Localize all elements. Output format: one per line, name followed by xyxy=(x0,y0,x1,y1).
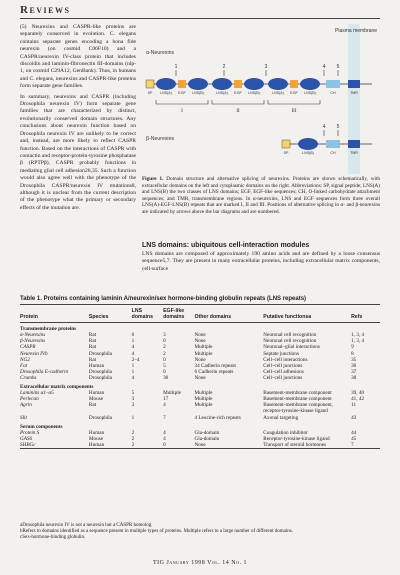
domain-label: CH xyxy=(330,91,336,95)
column-header: Protein xyxy=(20,308,89,323)
table-cell: 1, 3, 4 xyxy=(351,338,365,345)
table-cell: 0 xyxy=(163,441,166,448)
table-cell: 4 xyxy=(131,350,135,357)
tmr-domain xyxy=(348,80,360,88)
table-cell: Multiple xyxy=(194,350,213,357)
table-cell: Rat xyxy=(88,356,97,363)
table-cell: Multiple xyxy=(194,390,213,397)
table-cell: 44 xyxy=(351,429,357,436)
table-cell: 2 xyxy=(131,435,135,442)
table-cell: 8 xyxy=(351,350,354,357)
table-cell: 11 xyxy=(351,402,357,409)
table-cell: None xyxy=(194,374,206,381)
table-cell: 2 xyxy=(163,350,166,357)
table-cell: Axonal targeting xyxy=(263,414,299,421)
membrane-label: Plasma membrane xyxy=(335,28,377,34)
table-cell: 30 xyxy=(163,374,169,381)
lns-a-domain xyxy=(268,78,288,90)
lns-b-domain xyxy=(300,78,320,90)
figure-1 xyxy=(142,24,380,174)
ch-domain xyxy=(326,140,340,148)
table-1 xyxy=(20,308,380,449)
table-cell: 39, 40 xyxy=(351,390,365,397)
table-cell: Rat xyxy=(88,332,97,339)
domain-label: CH xyxy=(330,151,336,155)
table-cell: Gla-domain xyxy=(194,429,220,436)
table-cell: β-Neurexins xyxy=(20,338,46,345)
column-header: LNS domains xyxy=(132,308,163,323)
page-header xyxy=(0,0,400,20)
domain-label: SP xyxy=(147,91,153,95)
egf-domain xyxy=(290,80,298,88)
table-cell: Septate junctions xyxy=(263,350,299,357)
left-column-text xyxy=(20,24,136,215)
domain-label: LNS(B) xyxy=(248,91,260,95)
lns-protein-table xyxy=(20,308,380,448)
table-cell: Neuronal–glial interactions xyxy=(263,344,320,351)
domain-label: LNS(B) xyxy=(302,151,314,155)
table-cell: Cell–cell interactions xyxy=(263,356,308,363)
table-cell: Laminins α1–α5 xyxy=(20,390,54,397)
table-cell: 2 xyxy=(131,429,135,436)
lns-b-domain xyxy=(244,78,264,90)
table-cell: Coagulation inhibitor xyxy=(263,429,308,436)
table-cell: Perlecan xyxy=(20,396,39,403)
table-cell: None xyxy=(194,356,206,363)
table-cell: 0 xyxy=(163,368,166,375)
paragraph: (5) Neurexins and CASPR-like proteins are separately conserved in evolution. C. elegans contains separate genes encoding a bona fide neurexin (on cosmid C06F10) and a CASPR/neurexin IV-class protein that includes discoidin and laminin-fibronectin III-domains (nlp-1, on cosmid C29A12, GenBank). Thus, in humans and C. elegans, neurexins and CASPR-like proteins form separate gene families. xyxy=(20,24,136,90)
domain-diagram xyxy=(142,24,380,174)
table-cell: 1 xyxy=(131,338,135,345)
column-header: EGF-like domains xyxy=(163,308,194,323)
figure-caption xyxy=(142,176,380,216)
tmr-domain xyxy=(348,140,360,148)
table-cell: Crumbs xyxy=(20,374,37,381)
table-cell: 45 xyxy=(351,435,357,442)
column-header: Refs xyxy=(351,308,380,323)
column-header: Putative functionsa xyxy=(263,308,351,323)
splice-number: 5 xyxy=(336,124,340,130)
table-cell: 37 xyxy=(351,368,357,375)
domain-label: LNS(A) xyxy=(272,91,284,95)
table-cell: Drosophila xyxy=(88,414,112,421)
table-cell: 2 xyxy=(163,344,166,351)
table-cell: Drosophila xyxy=(88,374,112,381)
table-cell: NG2 xyxy=(20,356,30,363)
table-cell: 1 xyxy=(131,368,135,375)
table-cell: Cell–cell junctions xyxy=(263,374,303,381)
table-header-row xyxy=(20,308,380,323)
table-cell: 4 xyxy=(163,429,166,436)
footnote: cSex-hormone-binding globulin. xyxy=(20,535,86,541)
table-cell: Drosophila xyxy=(88,350,112,357)
domain-label: SP xyxy=(283,151,289,155)
table-cell: 9 xyxy=(351,344,354,351)
table-cell: 7 xyxy=(351,441,354,448)
repeat-label: II xyxy=(236,109,240,114)
sp-domain xyxy=(146,80,154,88)
egf-domain xyxy=(178,80,186,88)
lns-b-domain xyxy=(298,138,318,150)
section-heading: LNS domains: ubiquitous cell-interaction modules xyxy=(142,242,310,249)
table-footnotes xyxy=(20,523,380,542)
domain-label: EGF xyxy=(234,91,242,95)
table-cell: Rat xyxy=(88,344,97,351)
column-header: Species xyxy=(89,308,132,323)
table-cell: 0 xyxy=(163,338,166,345)
splice-number: 2 xyxy=(222,64,226,70)
table-section-row xyxy=(20,381,380,390)
table-cell: GAS6 xyxy=(20,435,33,442)
table-cell: Basement-membrane component, receptor-tyrosine-kinase ligand xyxy=(263,402,334,415)
table-bottom-rule xyxy=(20,448,380,449)
table-cell: 0 xyxy=(163,356,166,363)
table-cell: None xyxy=(194,332,206,339)
table-cell: Multiple xyxy=(194,344,213,351)
table-section-title: Serum components xyxy=(20,423,63,430)
sp-domain xyxy=(282,140,290,148)
table-cell: Human xyxy=(88,429,105,436)
table-cell: 6 xyxy=(131,332,135,339)
table-cell: 4 xyxy=(131,374,135,381)
table-cell: 2–4 xyxy=(131,356,140,363)
table-cell: Multiple xyxy=(163,390,181,397)
table-cell: 36 xyxy=(351,362,357,369)
repeat-label: I xyxy=(181,109,183,114)
lns-a-domain xyxy=(212,78,232,90)
table-cell: Drosophila E-cadherin xyxy=(20,368,69,375)
caption-label: Figure 1. xyxy=(142,176,164,182)
journal-section-title: Reviews xyxy=(20,4,71,16)
table-cell: Basement-membrane component xyxy=(263,396,332,403)
column-header: Other domains xyxy=(195,308,264,323)
table-cell: Slit xyxy=(20,414,27,421)
caption-text: Domain structure and alternative splicing of neurexins. Proteins are shown schematically, with extracellular domains on the left and cytoplasmic domains on the right. Abbreviations: SP, signal peptide; LNS(A) and LNS(B) the two classes of LNS domains; EGF, EGF-like sequences; CH, O-linked carbohydrate attachment sequences; and TMR, transmembrane regions. In α-neurexins, LNS and EGF sequences form three overall LNS(A)-EGF-LNS(B) repeats that are marked I, II and III. Positions of alternative splicing in α- and β-neurexins are indicated by arrows above the bar diagrams and are numbered. xyxy=(142,176,380,215)
beta-neurexin-label: β-Neurexins xyxy=(146,136,175,142)
table-cell: 17 xyxy=(163,396,169,403)
table-cell: Human xyxy=(88,362,105,369)
domain-label: EGF xyxy=(290,91,298,95)
domain-label: LNS(B) xyxy=(192,91,204,95)
table-cell: Cell–cell adhesions xyxy=(263,368,304,375)
domain-label: EGF xyxy=(178,91,186,95)
header-rule xyxy=(20,18,380,19)
table-cell: 7 xyxy=(163,414,166,421)
table-cell: Cell–cell junctions xyxy=(263,362,303,369)
domain-label: LNS(A) xyxy=(160,91,172,95)
table-cell: 43 xyxy=(351,414,357,421)
table-cell: Mouse xyxy=(88,396,104,403)
domain-label: TMR xyxy=(350,91,358,95)
table-cell: Human xyxy=(88,390,105,397)
table-cell: 2 xyxy=(131,441,135,448)
splice-number: 4 xyxy=(322,64,326,70)
footnote: bRefers to domains identified as a sequence present in multiple types of proteins. Multiple refers to a large number of different domains. xyxy=(20,529,293,535)
domain-label: TMR xyxy=(350,151,358,155)
table-cell: 3 xyxy=(131,396,135,403)
table-cell: 1 xyxy=(131,414,135,421)
table-cell: 34 Cadherin repeats xyxy=(194,362,236,369)
table-cell: 6 Cadherin repeats xyxy=(194,368,234,375)
table-cell: Neuronal cell recognition xyxy=(263,332,317,339)
table-cell: None xyxy=(194,441,206,448)
table-cell: 4 xyxy=(131,344,135,351)
table-section-title: Extracellular matrix components xyxy=(20,384,94,391)
table-cell: Basement-membrane component xyxy=(263,390,332,397)
table-cell: Rat xyxy=(88,402,97,409)
splice-number: 4 xyxy=(322,124,326,130)
table-row xyxy=(20,402,380,414)
ch-domain xyxy=(326,80,340,88)
table-cell: 35 xyxy=(351,356,357,363)
lns-b-domain xyxy=(188,78,208,90)
table-cell: Fat xyxy=(20,362,28,369)
paragraph: In summary, neurexins and CASPR (including Drosophila neurexin IV) form separate gene families that are characterized by distinct, evolutionarily conserved domain structures. Any conclusions about neurexin function based on Drosophila neurexin IV are unlikely to be correct and, instead, are more likely to reflect CASPR function. Based on the interactions of CASPR with contactin and receptor-protein-tyrosine phosphatase β (RPTPβ), CASPR probably functions in mediating glial cell adhesion26,35. Such a function would also agree well with the phenotype of the Drosophila CASPR/neurexin IV mutations8, although it is unclear from the current description of the phenotype what the primary or secondary effects of the mutation are. xyxy=(20,93,136,211)
table-cell: Mouse xyxy=(88,435,104,442)
table-cell: None xyxy=(194,338,206,345)
splice-number: 3 xyxy=(264,64,268,70)
table-cell: Human xyxy=(88,441,105,448)
table-section-row xyxy=(20,323,380,333)
table-section-title: Transmembrane proteins xyxy=(20,326,77,333)
table-cell: Transport of steroid hormones xyxy=(263,441,327,448)
footnote: aDrosophila neurexin IV is not a neurexin but a CASPR homolog. xyxy=(20,523,153,528)
table-cell: SHBGc xyxy=(20,441,36,448)
table-cell: Neurexin IVb xyxy=(20,350,48,357)
table-cell: Neuronal cell recognition xyxy=(263,338,317,345)
section-text: LNS domains are composed of approximately 190 amino acids and are defined by a loose consensus sequence5,7. They are present in many extracellular proteins, including extracellular matrix components, cell-surface xyxy=(142,251,380,272)
table-cell: CASPR xyxy=(20,344,36,351)
domain-label: LNS(A) xyxy=(216,91,228,95)
table-cell: α-Neurexins xyxy=(20,332,46,339)
table-cell: Multiple xyxy=(194,402,213,409)
table-cell: 4 xyxy=(163,402,166,409)
table-cell: 5 xyxy=(131,390,135,397)
table-cell: Drosophila xyxy=(88,368,112,375)
table-cell: 41, 42 xyxy=(351,396,365,403)
table-cell: Multiple xyxy=(194,396,213,403)
table-cell: 4 Leucine-rich repeats xyxy=(194,414,241,421)
table-title: Table 1. Proteins containing laminin A/neurexin/sex hormone-binding globulin repeats (LNS repeats) xyxy=(20,296,380,305)
table-cell: 38 xyxy=(351,374,357,381)
domain-label: LNS(B) xyxy=(304,91,316,95)
table-cell: 3 xyxy=(131,402,135,409)
table-cell: Rat xyxy=(88,338,97,345)
alpha-neurexin-label: α-Neurexins xyxy=(146,50,175,56)
table-cell: Protein S xyxy=(20,429,40,436)
page-footer: TIG January 1998 Vol. 14 No. 1 xyxy=(153,560,247,566)
lns-a-domain xyxy=(156,78,176,90)
table-section-row xyxy=(20,421,380,430)
table-cell: 1, 3, 4 xyxy=(351,332,365,339)
table-cell: 3 xyxy=(163,332,166,339)
table-cell: 4 xyxy=(163,435,166,442)
splice-number: 5 xyxy=(336,64,340,70)
table-cell: Agrin xyxy=(20,402,32,409)
splice-number: 1 xyxy=(174,64,178,70)
table-cell: 1 xyxy=(131,362,135,369)
table-cell: 5 xyxy=(163,362,166,369)
table-cell: Gla-domain xyxy=(194,435,220,442)
egf-domain xyxy=(234,80,242,88)
table-cell: Receptor-tyrosine-kinase ligand xyxy=(263,435,330,442)
repeat-label: III xyxy=(291,109,297,114)
